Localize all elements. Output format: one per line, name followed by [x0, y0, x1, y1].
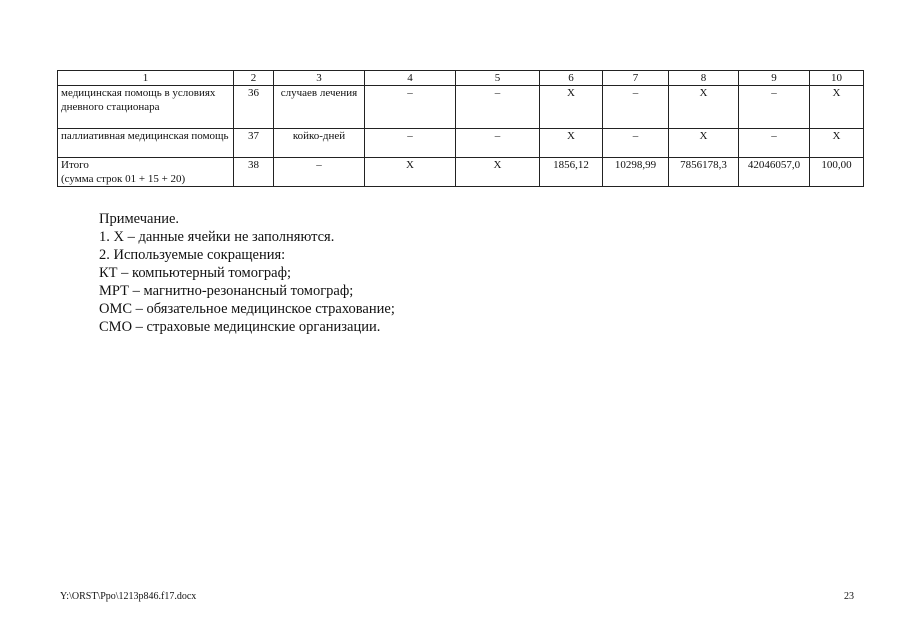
value-cell: –	[456, 129, 540, 158]
value-cell: 42046057,0	[739, 158, 810, 187]
value-cell: Х	[669, 86, 739, 129]
notes-block	[99, 210, 395, 336]
row-label-cell: Итого (сумма строк 01 + 15 + 20)	[58, 158, 234, 187]
value-cell: Х	[810, 86, 864, 129]
header-cell: 7	[603, 71, 669, 86]
header-cell: 2	[234, 71, 274, 86]
value-cell: –	[739, 86, 810, 129]
abbreviation-item: КТ – компьютерный томограф;	[99, 265, 292, 281]
row-label-cell: медицинская помощь в условиях дневного стационара	[58, 86, 234, 129]
value-cell: 10298,99	[603, 158, 669, 187]
unit-cell: койко-дней	[274, 129, 365, 158]
header-cell: 5	[456, 71, 540, 86]
table-row	[58, 129, 864, 158]
footer-file-path: Y:\ORST\Ppo\1213p846.f17.docx	[60, 591, 197, 602]
value-cell: 7856178,3	[669, 158, 739, 187]
header-cell: 9	[739, 71, 810, 86]
value-cell: –	[603, 86, 669, 129]
unit-cell: случаев лечения	[274, 86, 365, 129]
unit-cell: –	[274, 158, 365, 187]
value-cell: 100,00	[810, 158, 864, 187]
header-cell: 10	[810, 71, 864, 86]
note-item: 2. Используемые сокращения:	[99, 247, 286, 263]
value-cell: Х	[669, 129, 739, 158]
value-cell: –	[456, 86, 540, 129]
footer-page-number: 23	[844, 591, 854, 602]
value-cell: 1856,12	[540, 158, 603, 187]
header-cell: 6	[540, 71, 603, 86]
note-item: 1. Х – данные ячейки не заполняются.	[99, 229, 335, 245]
table-total-row	[58, 158, 864, 187]
value-cell: Х	[540, 86, 603, 129]
value-cell: –	[603, 129, 669, 158]
value-cell: –	[365, 86, 456, 129]
abbreviation-item: СМО – страховые медицинские организации.	[99, 319, 381, 335]
header-cell: 3	[274, 71, 365, 86]
row-label-cell: паллиативная медицинская помощь	[58, 129, 234, 158]
value-cell: Х	[365, 158, 456, 187]
row-number-cell: 37	[234, 129, 274, 158]
header-cell: 8	[669, 71, 739, 86]
header-cell: 4	[365, 71, 456, 86]
row-number-cell: 38	[234, 158, 274, 187]
data-table	[57, 70, 864, 187]
value-cell: Х	[810, 129, 864, 158]
table-header-row	[58, 71, 864, 86]
value-cell: Х	[540, 129, 603, 158]
notes-title: Примечание.	[99, 211, 180, 227]
abbreviation-item: ОМС – обязательное медицинское страхование;	[99, 301, 395, 317]
row-number-cell: 36	[234, 86, 274, 129]
table-row	[58, 86, 864, 129]
value-cell: –	[365, 129, 456, 158]
abbreviation-item: МРТ – магнитно-резонансный томограф;	[99, 283, 354, 299]
value-cell: Х	[456, 158, 540, 187]
header-cell: 1	[58, 71, 234, 86]
value-cell: –	[739, 129, 810, 158]
